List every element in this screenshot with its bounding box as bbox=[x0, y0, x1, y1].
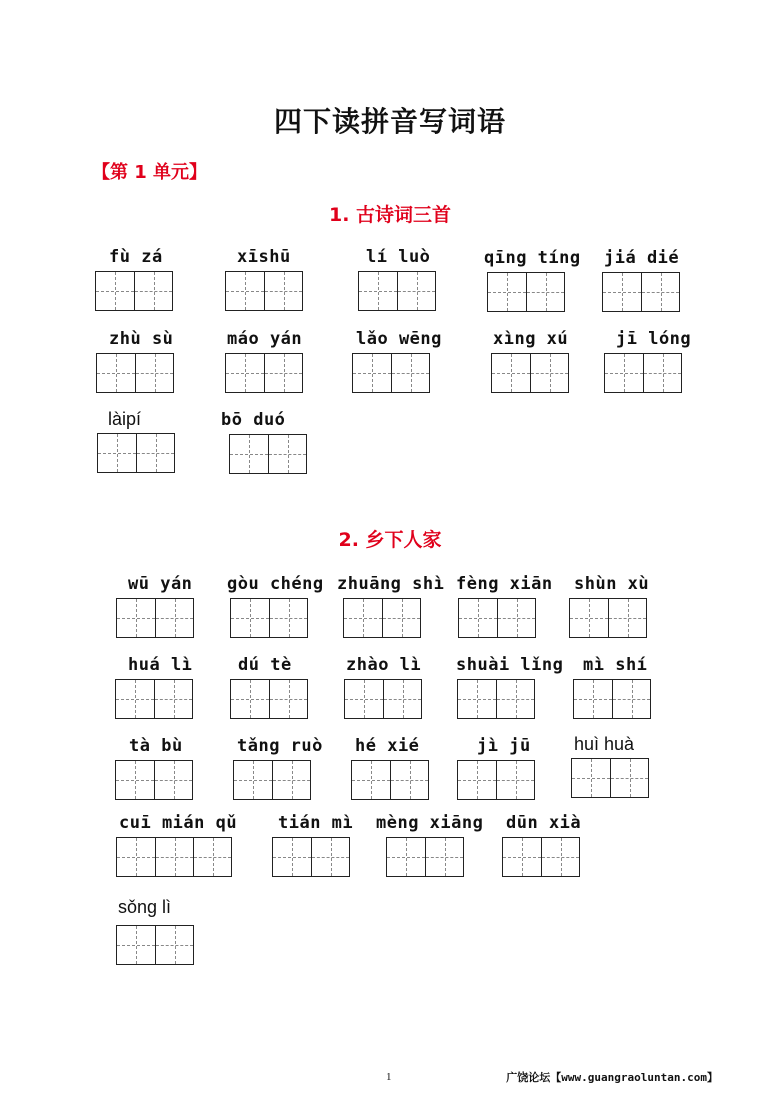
writing-boxes bbox=[458, 598, 536, 638]
writing-boxes bbox=[386, 837, 464, 877]
pinyin: dú tè bbox=[238, 655, 292, 675]
pinyin: tián mì bbox=[278, 813, 354, 833]
pinyin: làipí bbox=[108, 409, 142, 429]
pinyin: zhù sù bbox=[109, 329, 174, 349]
pinyin: cuī mián qǔ bbox=[119, 813, 238, 833]
page-title: 四下读拼音写词语 bbox=[273, 105, 506, 138]
pinyin: fèng xiān bbox=[456, 574, 553, 594]
pinyin: sǒng lì bbox=[118, 897, 172, 917]
pinyin: huì huà bbox=[574, 734, 635, 754]
pinyin: bō duó bbox=[221, 410, 286, 430]
writing-boxes bbox=[115, 679, 193, 719]
writing-boxes bbox=[491, 353, 569, 393]
pinyin: qīng tíng bbox=[484, 248, 581, 268]
writing-boxes bbox=[97, 433, 175, 473]
writing-boxes bbox=[116, 925, 194, 965]
pinyin: xìng xú bbox=[493, 329, 569, 349]
writing-boxes bbox=[344, 679, 422, 719]
pinyin: lí luò bbox=[366, 247, 431, 267]
pinyin: shuài lǐng bbox=[456, 655, 564, 675]
writing-boxes bbox=[502, 837, 580, 877]
pinyin: gòu chéng bbox=[227, 574, 324, 594]
writing-boxes bbox=[487, 272, 565, 312]
writing-boxes bbox=[352, 353, 430, 393]
writing-boxes bbox=[457, 760, 535, 800]
pinyin: jī lóng bbox=[616, 329, 692, 349]
writing-boxes bbox=[571, 758, 649, 798]
writing-boxes bbox=[229, 434, 307, 474]
section-heading-2: 2. 乡下人家 bbox=[338, 529, 442, 551]
writing-boxes bbox=[343, 598, 421, 638]
pinyin: shùn xù bbox=[574, 574, 650, 594]
writing-boxes bbox=[116, 837, 232, 877]
writing-boxes bbox=[573, 679, 651, 719]
pinyin: jì jū bbox=[477, 736, 531, 756]
pinyin: máo yán bbox=[227, 329, 303, 349]
pinyin: xīshū bbox=[237, 247, 291, 267]
writing-boxes bbox=[95, 271, 173, 311]
writing-boxes bbox=[351, 760, 429, 800]
writing-boxes bbox=[358, 271, 436, 311]
pinyin: wū yán bbox=[128, 574, 193, 594]
pinyin: tǎng ruò bbox=[237, 736, 323, 756]
pinyin: lǎo wēng bbox=[356, 329, 442, 349]
section-heading-1: 1. 古诗词三首 bbox=[328, 204, 452, 226]
pinyin: mì shí bbox=[583, 655, 648, 675]
writing-boxes bbox=[272, 837, 350, 877]
writing-boxes bbox=[604, 353, 682, 393]
pinyin: hé xié bbox=[355, 736, 420, 756]
pinyin: fù zá bbox=[109, 247, 163, 267]
writing-boxes bbox=[569, 598, 647, 638]
pinyin: huá lì bbox=[128, 655, 193, 675]
footer-source: 广饶论坛【www.guangraoluntan.com】 bbox=[506, 1071, 718, 1084]
writing-boxes bbox=[225, 271, 303, 311]
writing-boxes bbox=[602, 272, 680, 312]
writing-boxes bbox=[96, 353, 174, 393]
writing-boxes bbox=[233, 760, 311, 800]
pinyin: tà bù bbox=[129, 736, 183, 756]
page-number: 1 bbox=[386, 1071, 392, 1083]
writing-boxes bbox=[225, 353, 303, 393]
pinyin: zhào lì bbox=[346, 655, 422, 675]
pinyin: dūn xià bbox=[506, 813, 582, 833]
pinyin: mèng xiāng bbox=[376, 813, 484, 833]
writing-boxes bbox=[457, 679, 535, 719]
writing-boxes bbox=[116, 598, 194, 638]
pinyin: zhuāng shì bbox=[337, 574, 445, 594]
writing-boxes bbox=[230, 679, 308, 719]
writing-boxes bbox=[230, 598, 308, 638]
unit-label: 【第 1 单元】 bbox=[92, 162, 208, 183]
writing-boxes bbox=[115, 760, 193, 800]
pinyin: jiá dié bbox=[604, 248, 680, 268]
